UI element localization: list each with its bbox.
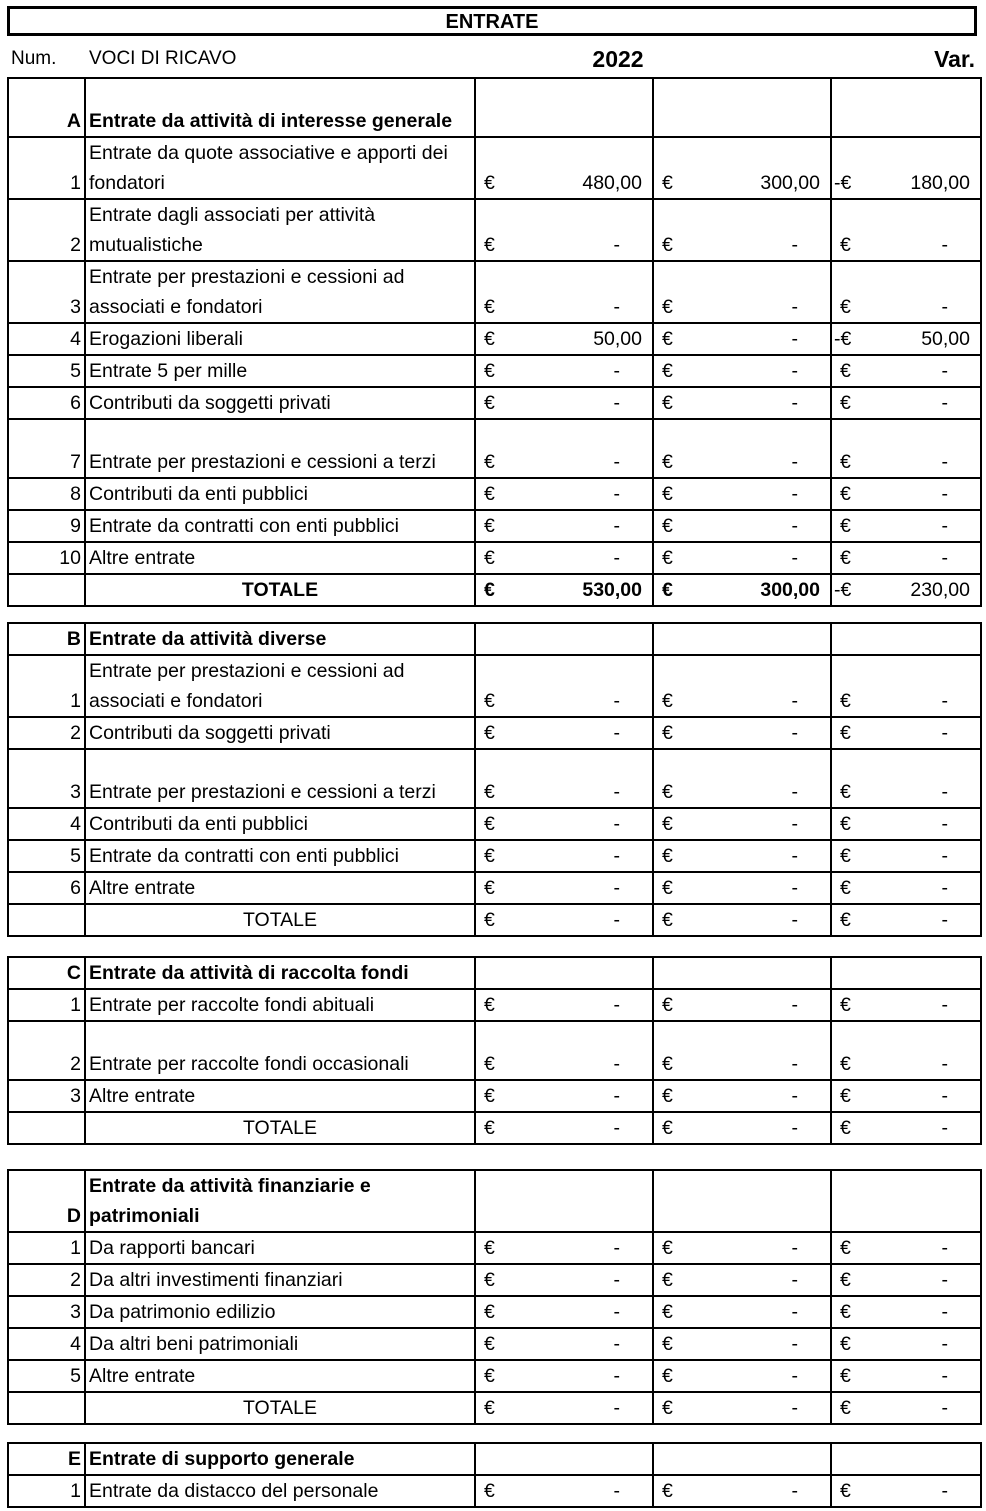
currency-symbol: € bbox=[484, 845, 495, 867]
value-2022: - bbox=[613, 296, 620, 318]
section-letter: C bbox=[8, 957, 85, 989]
currency-symbol: € bbox=[662, 1333, 673, 1355]
total-prev: 300,00 bbox=[760, 579, 820, 601]
total-prev: - bbox=[791, 1397, 798, 1419]
table-row bbox=[8, 323, 981, 355]
row-label: Da altri investimenti finanziari bbox=[85, 1264, 475, 1296]
row-label: Entrate da contratti con enti pubblici bbox=[85, 510, 475, 542]
value-2022: - bbox=[613, 515, 620, 537]
value-var: - bbox=[941, 1053, 948, 1075]
header-year: 2022 bbox=[592, 46, 644, 72]
negative-currency-symbol: -€ bbox=[834, 328, 852, 350]
currency-symbol: € bbox=[840, 845, 851, 867]
currency-symbol: € bbox=[840, 722, 851, 744]
table-row bbox=[8, 1296, 981, 1328]
currency-symbol: € bbox=[662, 1301, 673, 1323]
value-var: - bbox=[941, 392, 948, 414]
currency-symbol: € bbox=[484, 1480, 495, 1502]
value-2022: - bbox=[613, 813, 620, 835]
row-label: Entrate dagli associati per attività mutualistiche bbox=[85, 199, 475, 261]
row-label: Da altri beni patrimoniali bbox=[85, 1328, 475, 1360]
currency-symbol: € bbox=[840, 1085, 851, 1107]
currency-symbol: € bbox=[840, 360, 851, 382]
total-2022: - bbox=[613, 1117, 620, 1139]
value-var: 180,00 bbox=[910, 172, 970, 194]
currency-symbol: € bbox=[662, 172, 673, 194]
total-prev: - bbox=[791, 1117, 798, 1139]
negative-currency-symbol: -€ bbox=[834, 579, 852, 601]
value-2022: - bbox=[613, 1365, 620, 1387]
value-var: - bbox=[941, 296, 948, 318]
section-title: Entrate da attività di interesse generale bbox=[85, 78, 475, 137]
currency-symbol: € bbox=[484, 451, 495, 473]
section-c-table bbox=[7, 956, 982, 1145]
value-var: - bbox=[941, 234, 948, 256]
value-prev: - bbox=[791, 1053, 798, 1075]
value-2022: - bbox=[613, 547, 620, 569]
total-var: 230,00 bbox=[910, 579, 970, 601]
currency-symbol: € bbox=[484, 234, 495, 256]
row-label: Entrate da quote associative e apporti dei fondatori bbox=[85, 137, 475, 199]
table-row bbox=[8, 419, 981, 478]
currency-symbol: € bbox=[484, 1301, 495, 1323]
value-var: - bbox=[941, 1480, 948, 1502]
section-header-row bbox=[8, 78, 981, 137]
currency-symbol: € bbox=[484, 690, 495, 712]
row-num: 4 bbox=[8, 1328, 85, 1360]
currency-symbol: € bbox=[662, 1480, 673, 1502]
total-var: - bbox=[941, 1117, 948, 1139]
negative-currency-symbol: -€ bbox=[834, 172, 852, 194]
currency-symbol: € bbox=[484, 1085, 495, 1107]
value-prev: - bbox=[791, 234, 798, 256]
value-2022: - bbox=[613, 360, 620, 382]
value-var: - bbox=[941, 1269, 948, 1291]
currency-symbol: € bbox=[840, 1237, 851, 1259]
table-row bbox=[8, 872, 981, 904]
value-prev: - bbox=[791, 722, 798, 744]
value-2022: - bbox=[613, 392, 620, 414]
table-row bbox=[8, 1360, 981, 1392]
value-prev: - bbox=[791, 296, 798, 318]
currency-symbol: € bbox=[484, 579, 495, 601]
table-row bbox=[8, 1328, 981, 1360]
currency-symbol: € bbox=[484, 1117, 495, 1139]
value-var: - bbox=[941, 994, 948, 1016]
row-num: 3 bbox=[8, 749, 85, 808]
currency-symbol: € bbox=[840, 234, 851, 256]
row-num: 1 bbox=[8, 1232, 85, 1264]
row-num: 6 bbox=[8, 387, 85, 419]
value-prev: - bbox=[791, 1269, 798, 1291]
section-letter: A bbox=[8, 78, 85, 137]
value-2022: - bbox=[613, 1053, 620, 1075]
section-letter: B bbox=[8, 623, 85, 655]
currency-symbol: € bbox=[662, 451, 673, 473]
value-prev: - bbox=[791, 1237, 798, 1259]
currency-symbol: € bbox=[484, 547, 495, 569]
currency-symbol: € bbox=[840, 781, 851, 803]
table-row bbox=[8, 749, 981, 808]
section-e-table bbox=[7, 1442, 982, 1508]
currency-symbol: € bbox=[662, 547, 673, 569]
currency-symbol: € bbox=[840, 1333, 851, 1355]
currency-symbol: € bbox=[484, 909, 495, 931]
value-prev: - bbox=[791, 877, 798, 899]
value-var: - bbox=[941, 547, 948, 569]
row-num: 2 bbox=[8, 1021, 85, 1080]
section-title: Entrate da attività di raccolta fondi bbox=[85, 957, 475, 989]
value-prev: - bbox=[791, 483, 798, 505]
row-num: 3 bbox=[8, 261, 85, 323]
currency-symbol: € bbox=[484, 722, 495, 744]
row-num: 7 bbox=[8, 419, 85, 478]
table-row bbox=[8, 1264, 981, 1296]
total-label: TOTALE bbox=[85, 904, 475, 936]
currency-symbol: € bbox=[840, 877, 851, 899]
value-var: - bbox=[941, 813, 948, 835]
value-prev: 300,00 bbox=[760, 172, 820, 194]
currency-symbol: € bbox=[484, 296, 495, 318]
row-label: Da rapporti bancari bbox=[85, 1232, 475, 1264]
section-title: Entrate di supporto generale bbox=[85, 1443, 475, 1475]
row-label: Contributi da enti pubblici bbox=[85, 808, 475, 840]
value-var: - bbox=[941, 515, 948, 537]
currency-symbol: € bbox=[662, 813, 673, 835]
value-2022: - bbox=[613, 1301, 620, 1323]
value-prev: - bbox=[791, 845, 798, 867]
currency-symbol: € bbox=[484, 1053, 495, 1075]
value-var: - bbox=[941, 1365, 948, 1387]
value-2022: - bbox=[613, 451, 620, 473]
currency-symbol: € bbox=[662, 328, 673, 350]
value-prev: - bbox=[791, 328, 798, 350]
currency-symbol: € bbox=[840, 1365, 851, 1387]
table-row bbox=[8, 387, 981, 419]
value-prev: - bbox=[791, 1480, 798, 1502]
currency-symbol: € bbox=[840, 1397, 851, 1419]
section-header-row bbox=[8, 1443, 981, 1475]
row-num: 5 bbox=[8, 840, 85, 872]
section-header-row bbox=[8, 957, 981, 989]
currency-symbol: € bbox=[484, 360, 495, 382]
value-prev: - bbox=[791, 1365, 798, 1387]
currency-symbol: € bbox=[662, 1237, 673, 1259]
value-var: - bbox=[941, 722, 948, 744]
currency-symbol: € bbox=[840, 1117, 851, 1139]
total-2022: - bbox=[613, 909, 620, 931]
row-num: 1 bbox=[8, 137, 85, 199]
row-label: Altre entrate bbox=[85, 872, 475, 904]
section-letter: D bbox=[8, 1170, 85, 1232]
currency-symbol: € bbox=[840, 483, 851, 505]
total-var: - bbox=[941, 909, 948, 931]
value-2022: - bbox=[613, 690, 620, 712]
total-label: TOTALE bbox=[85, 574, 475, 606]
currency-symbol: € bbox=[662, 1269, 673, 1291]
section-d-table bbox=[7, 1169, 982, 1425]
currency-symbol: € bbox=[840, 1053, 851, 1075]
currency-symbol: € bbox=[840, 1480, 851, 1502]
value-2022: 480,00 bbox=[582, 172, 642, 194]
currency-symbol: € bbox=[840, 1301, 851, 1323]
currency-symbol: € bbox=[484, 1397, 495, 1419]
row-num: 3 bbox=[8, 1080, 85, 1112]
currency-symbol: € bbox=[484, 1269, 495, 1291]
table-row bbox=[8, 1021, 981, 1080]
row-num: 1 bbox=[8, 655, 85, 717]
currency-symbol: € bbox=[484, 392, 495, 414]
row-num: 8 bbox=[8, 478, 85, 510]
currency-symbol: € bbox=[662, 877, 673, 899]
currency-symbol: € bbox=[662, 1053, 673, 1075]
header-var: Var. bbox=[934, 46, 975, 72]
section-letter: E bbox=[8, 1443, 85, 1475]
currency-symbol: € bbox=[662, 690, 673, 712]
table-row bbox=[8, 137, 981, 199]
currency-symbol: € bbox=[484, 813, 495, 835]
table-row bbox=[8, 989, 981, 1021]
value-2022: - bbox=[613, 781, 620, 803]
total-var: - bbox=[941, 1397, 948, 1419]
currency-symbol: € bbox=[840, 813, 851, 835]
value-var: - bbox=[941, 1301, 948, 1323]
total-label: TOTALE bbox=[85, 1112, 475, 1144]
value-prev: - bbox=[791, 547, 798, 569]
row-num: 5 bbox=[8, 355, 85, 387]
value-var: - bbox=[941, 1237, 948, 1259]
value-prev: - bbox=[791, 1333, 798, 1355]
table-row bbox=[8, 355, 981, 387]
currency-symbol: € bbox=[662, 1117, 673, 1139]
section-header-row bbox=[8, 623, 981, 655]
value-var: - bbox=[941, 781, 948, 803]
row-label: Entrate per prestazioni e cessioni ad associati e fondatori bbox=[85, 261, 475, 323]
currency-symbol: € bbox=[662, 515, 673, 537]
currency-symbol: € bbox=[484, 994, 495, 1016]
currency-symbol: € bbox=[840, 547, 851, 569]
value-2022: - bbox=[613, 1333, 620, 1355]
row-num: 2 bbox=[8, 1264, 85, 1296]
value-prev: - bbox=[791, 690, 798, 712]
row-num: 2 bbox=[8, 717, 85, 749]
currency-symbol: € bbox=[840, 451, 851, 473]
value-prev: - bbox=[791, 994, 798, 1016]
table-row bbox=[8, 1232, 981, 1264]
value-2022: 50,00 bbox=[593, 328, 642, 350]
value-prev: - bbox=[791, 451, 798, 473]
row-label: Entrate per raccolte fondi abituali bbox=[85, 989, 475, 1021]
row-label: Erogazioni liberali bbox=[85, 323, 475, 355]
currency-symbol: € bbox=[484, 483, 495, 505]
currency-symbol: € bbox=[840, 994, 851, 1016]
total-row bbox=[8, 904, 981, 936]
currency-symbol: € bbox=[840, 296, 851, 318]
currency-symbol: € bbox=[484, 781, 495, 803]
value-var: - bbox=[941, 1085, 948, 1107]
row-num: 1 bbox=[8, 1475, 85, 1507]
section-a-table bbox=[7, 77, 982, 607]
value-2022: - bbox=[613, 1480, 620, 1502]
row-label: Entrate per prestazioni e cessioni a terzi bbox=[85, 749, 475, 808]
currency-symbol: € bbox=[484, 328, 495, 350]
value-prev: - bbox=[791, 392, 798, 414]
value-var: - bbox=[941, 877, 948, 899]
total-label: TOTALE bbox=[85, 1392, 475, 1424]
row-label: Entrate per prestazioni e cessioni a terzi bbox=[85, 419, 475, 478]
section-b-table bbox=[7, 622, 982, 937]
value-var: - bbox=[941, 483, 948, 505]
row-label: Entrate da contratti con enti pubblici bbox=[85, 840, 475, 872]
section-title: Entrate da attività finanziarie e patrimoniali bbox=[85, 1170, 475, 1232]
value-prev: - bbox=[791, 1301, 798, 1323]
value-2022: - bbox=[613, 722, 620, 744]
value-prev: - bbox=[791, 360, 798, 382]
row-label: Altre entrate bbox=[85, 1360, 475, 1392]
total-row bbox=[8, 1112, 981, 1144]
row-num: 4 bbox=[8, 323, 85, 355]
table-row bbox=[8, 199, 981, 261]
value-var: - bbox=[941, 360, 948, 382]
value-var: - bbox=[941, 845, 948, 867]
header-num: Num. bbox=[11, 48, 57, 69]
currency-symbol: € bbox=[662, 722, 673, 744]
row-num: 4 bbox=[8, 808, 85, 840]
total-prev: - bbox=[791, 909, 798, 931]
value-2022: - bbox=[613, 877, 620, 899]
value-2022: - bbox=[613, 1085, 620, 1107]
header-voci: VOCI DI RICAVO bbox=[89, 48, 237, 69]
value-2022: - bbox=[613, 483, 620, 505]
currency-symbol: € bbox=[662, 845, 673, 867]
currency-symbol: € bbox=[484, 172, 495, 194]
total-row bbox=[8, 1392, 981, 1424]
total-2022: 530,00 bbox=[582, 579, 642, 601]
row-num: 3 bbox=[8, 1296, 85, 1328]
currency-symbol: € bbox=[484, 1365, 495, 1387]
currency-symbol: € bbox=[840, 909, 851, 931]
row-num: 9 bbox=[8, 510, 85, 542]
value-2022: - bbox=[613, 994, 620, 1016]
currency-symbol: € bbox=[662, 579, 673, 601]
total-row bbox=[8, 574, 981, 606]
value-2022: - bbox=[613, 234, 620, 256]
row-label: Da patrimonio edilizio bbox=[85, 1296, 475, 1328]
row-label: Entrate 5 per mille bbox=[85, 355, 475, 387]
currency-symbol: € bbox=[840, 690, 851, 712]
row-label: Entrate per raccolte fondi occasionali bbox=[85, 1021, 475, 1080]
value-var: 50,00 bbox=[921, 328, 970, 350]
value-prev: - bbox=[791, 813, 798, 835]
value-2022: - bbox=[613, 845, 620, 867]
row-num: 6 bbox=[8, 872, 85, 904]
currency-symbol: € bbox=[840, 515, 851, 537]
row-num: 1 bbox=[8, 989, 85, 1021]
currency-symbol: € bbox=[662, 296, 673, 318]
value-prev: - bbox=[791, 515, 798, 537]
currency-symbol: € bbox=[662, 909, 673, 931]
sheet-title: ENTRATE bbox=[7, 6, 977, 36]
row-label: Entrate da distacco del personale bbox=[85, 1475, 475, 1507]
currency-symbol: € bbox=[484, 515, 495, 537]
value-prev: - bbox=[791, 1085, 798, 1107]
value-var: - bbox=[941, 451, 948, 473]
row-num: 5 bbox=[8, 1360, 85, 1392]
row-label: Entrate per prestazioni e cessioni ad associati e fondatori bbox=[85, 655, 475, 717]
currency-symbol: € bbox=[484, 877, 495, 899]
row-label: Contributi da soggetti privati bbox=[85, 717, 475, 749]
currency-symbol: € bbox=[662, 1085, 673, 1107]
value-var: - bbox=[941, 690, 948, 712]
currency-symbol: € bbox=[662, 360, 673, 382]
currency-symbol: € bbox=[662, 994, 673, 1016]
section-title: Entrate da attività diverse bbox=[85, 623, 475, 655]
currency-symbol: € bbox=[840, 392, 851, 414]
row-num: 10 bbox=[8, 542, 85, 574]
currency-symbol: € bbox=[662, 483, 673, 505]
table-row bbox=[8, 655, 981, 717]
currency-symbol: € bbox=[484, 1333, 495, 1355]
table-row bbox=[8, 808, 981, 840]
row-label: Altre entrate bbox=[85, 1080, 475, 1112]
currency-symbol: € bbox=[662, 234, 673, 256]
row-label: Contributi da soggetti privati bbox=[85, 387, 475, 419]
table-row bbox=[8, 261, 981, 323]
currency-symbol: € bbox=[662, 781, 673, 803]
currency-symbol: € bbox=[484, 1237, 495, 1259]
table-row bbox=[8, 542, 981, 574]
table-row bbox=[8, 478, 981, 510]
table-row bbox=[8, 1080, 981, 1112]
table-row bbox=[8, 510, 981, 542]
value-2022: - bbox=[613, 1237, 620, 1259]
currency-symbol: € bbox=[662, 1365, 673, 1387]
table-row bbox=[8, 1475, 981, 1507]
row-label: Contributi da enti pubblici bbox=[85, 478, 475, 510]
row-label: Altre entrate bbox=[85, 542, 475, 574]
row-num: 2 bbox=[8, 199, 85, 261]
total-2022: - bbox=[613, 1397, 620, 1419]
currency-symbol: € bbox=[840, 1269, 851, 1291]
value-2022: - bbox=[613, 1269, 620, 1291]
table-row bbox=[8, 717, 981, 749]
table-row bbox=[8, 840, 981, 872]
value-prev: - bbox=[791, 781, 798, 803]
value-var: - bbox=[941, 1333, 948, 1355]
currency-symbol: € bbox=[662, 1397, 673, 1419]
currency-symbol: € bbox=[662, 392, 673, 414]
section-header-row bbox=[8, 1170, 981, 1232]
